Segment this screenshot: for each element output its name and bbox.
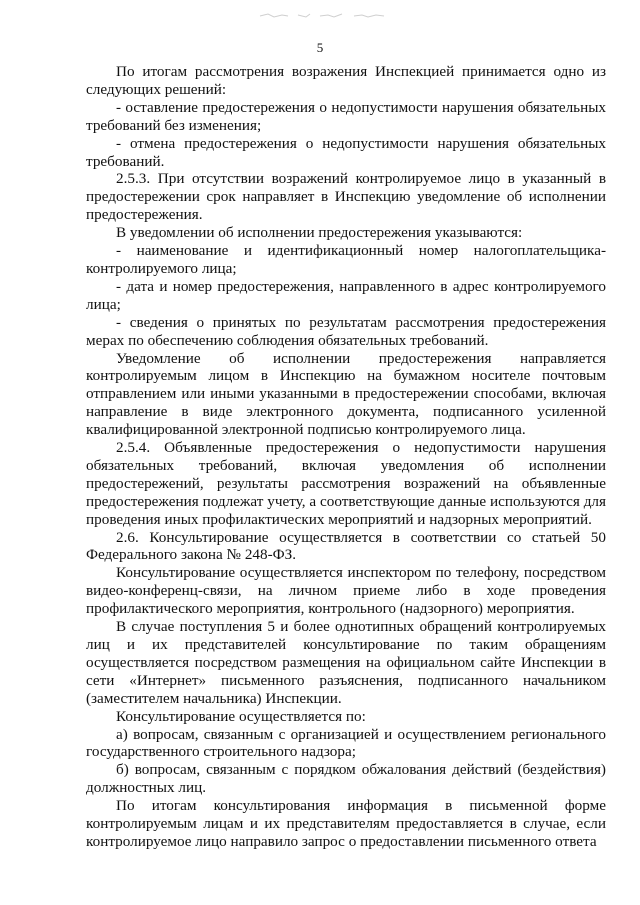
scan-stamp-artifact xyxy=(258,10,388,22)
paragraph: 2.5.4. Объявленные предостережения о недопустимости нарушения обязательных требований, включая уведомления об исполнении предостережений, результаты рассмотрения возражений на объявленные предостережения подлежат учету, а соответствующие данные используются для проведения иных профилактических мероприятий и надзорных мероприятий. xyxy=(86,439,606,528)
paragraph: - оставление предостережения о недопустимости нарушения обязательных требований без изменения; xyxy=(86,98,606,134)
paragraph: 2.5.3. При отсутствии возражений контролируемое лицо в указанный в предостережении срок направляет в Инспекцию уведомление об исполнении предостережения. xyxy=(86,170,606,224)
document-body xyxy=(86,63,606,851)
paragraph: б) вопросам, связанным с порядком обжалования действий (бездействия) должностных лиц. xyxy=(86,761,606,797)
paragraph: - сведения о принятых по результатам рассмотрения предостережения мерах по обеспечению соблюдения обязательных требований. xyxy=(86,313,606,349)
paragraph: В случае поступления 5 и более однотипных обращений контролируемых лиц и их представителей консультирование по таким обращениям осуществляется посредством размещения на официальном сайте Инспекции в сети «Интернет» письменного разъяснения, подписанного начальником (заместителем начальника) Инспекции. xyxy=(86,618,606,707)
paragraph: Уведомление об исполнении предостережения направляется контролируемым лицом в Инспекцию на бумажном носителе почтовым отправлением или иными указанными в предостережении способами, включая направление в виде электронного документа, подписанного усиленной квалифицированной электронной подписью контролируемого лица. xyxy=(86,349,606,439)
paragraph: - дата и номер предостережения, направленного в адрес контролируемого лица; xyxy=(86,277,606,313)
paragraph: Консультирование осуществляется инспектором по телефону, посредством видео-конференц-связи, на личном приеме либо в ходе проведения профилактического мероприятия, контрольного (надзорного) мероприятия. xyxy=(86,564,606,618)
paragraph: Консультирование осуществляется по: xyxy=(116,707,366,725)
paragraph: - отмена предостережения о недопустимости нарушения обязательных требований. xyxy=(86,134,606,170)
paragraph: - наименование и идентификационный номер налогоплательщика-контролируемого лица; xyxy=(86,242,606,277)
page-number: 5 xyxy=(316,40,324,55)
paragraph: 2.6. Консультирование осуществляется в соответствии со статьей 50 Федерального закона № 248-ФЗ. xyxy=(86,528,606,564)
paragraph: По итогам рассмотрения возражения Инспекцией принимается одно из следующих решений: xyxy=(86,63,606,98)
paragraph: а) вопросам, связанным с организацией и осуществлением регионального государственного строительного надзора; xyxy=(86,725,606,761)
paragraph: По итогам консультирования информация в письменной форме контролируемым лицам и их представителям предоставляется в случае, если контролируемое лицо направило запрос о предоставлении письменного ответа xyxy=(86,797,606,850)
paragraph: В уведомлении об исполнении предостережения указываются: xyxy=(116,224,523,242)
